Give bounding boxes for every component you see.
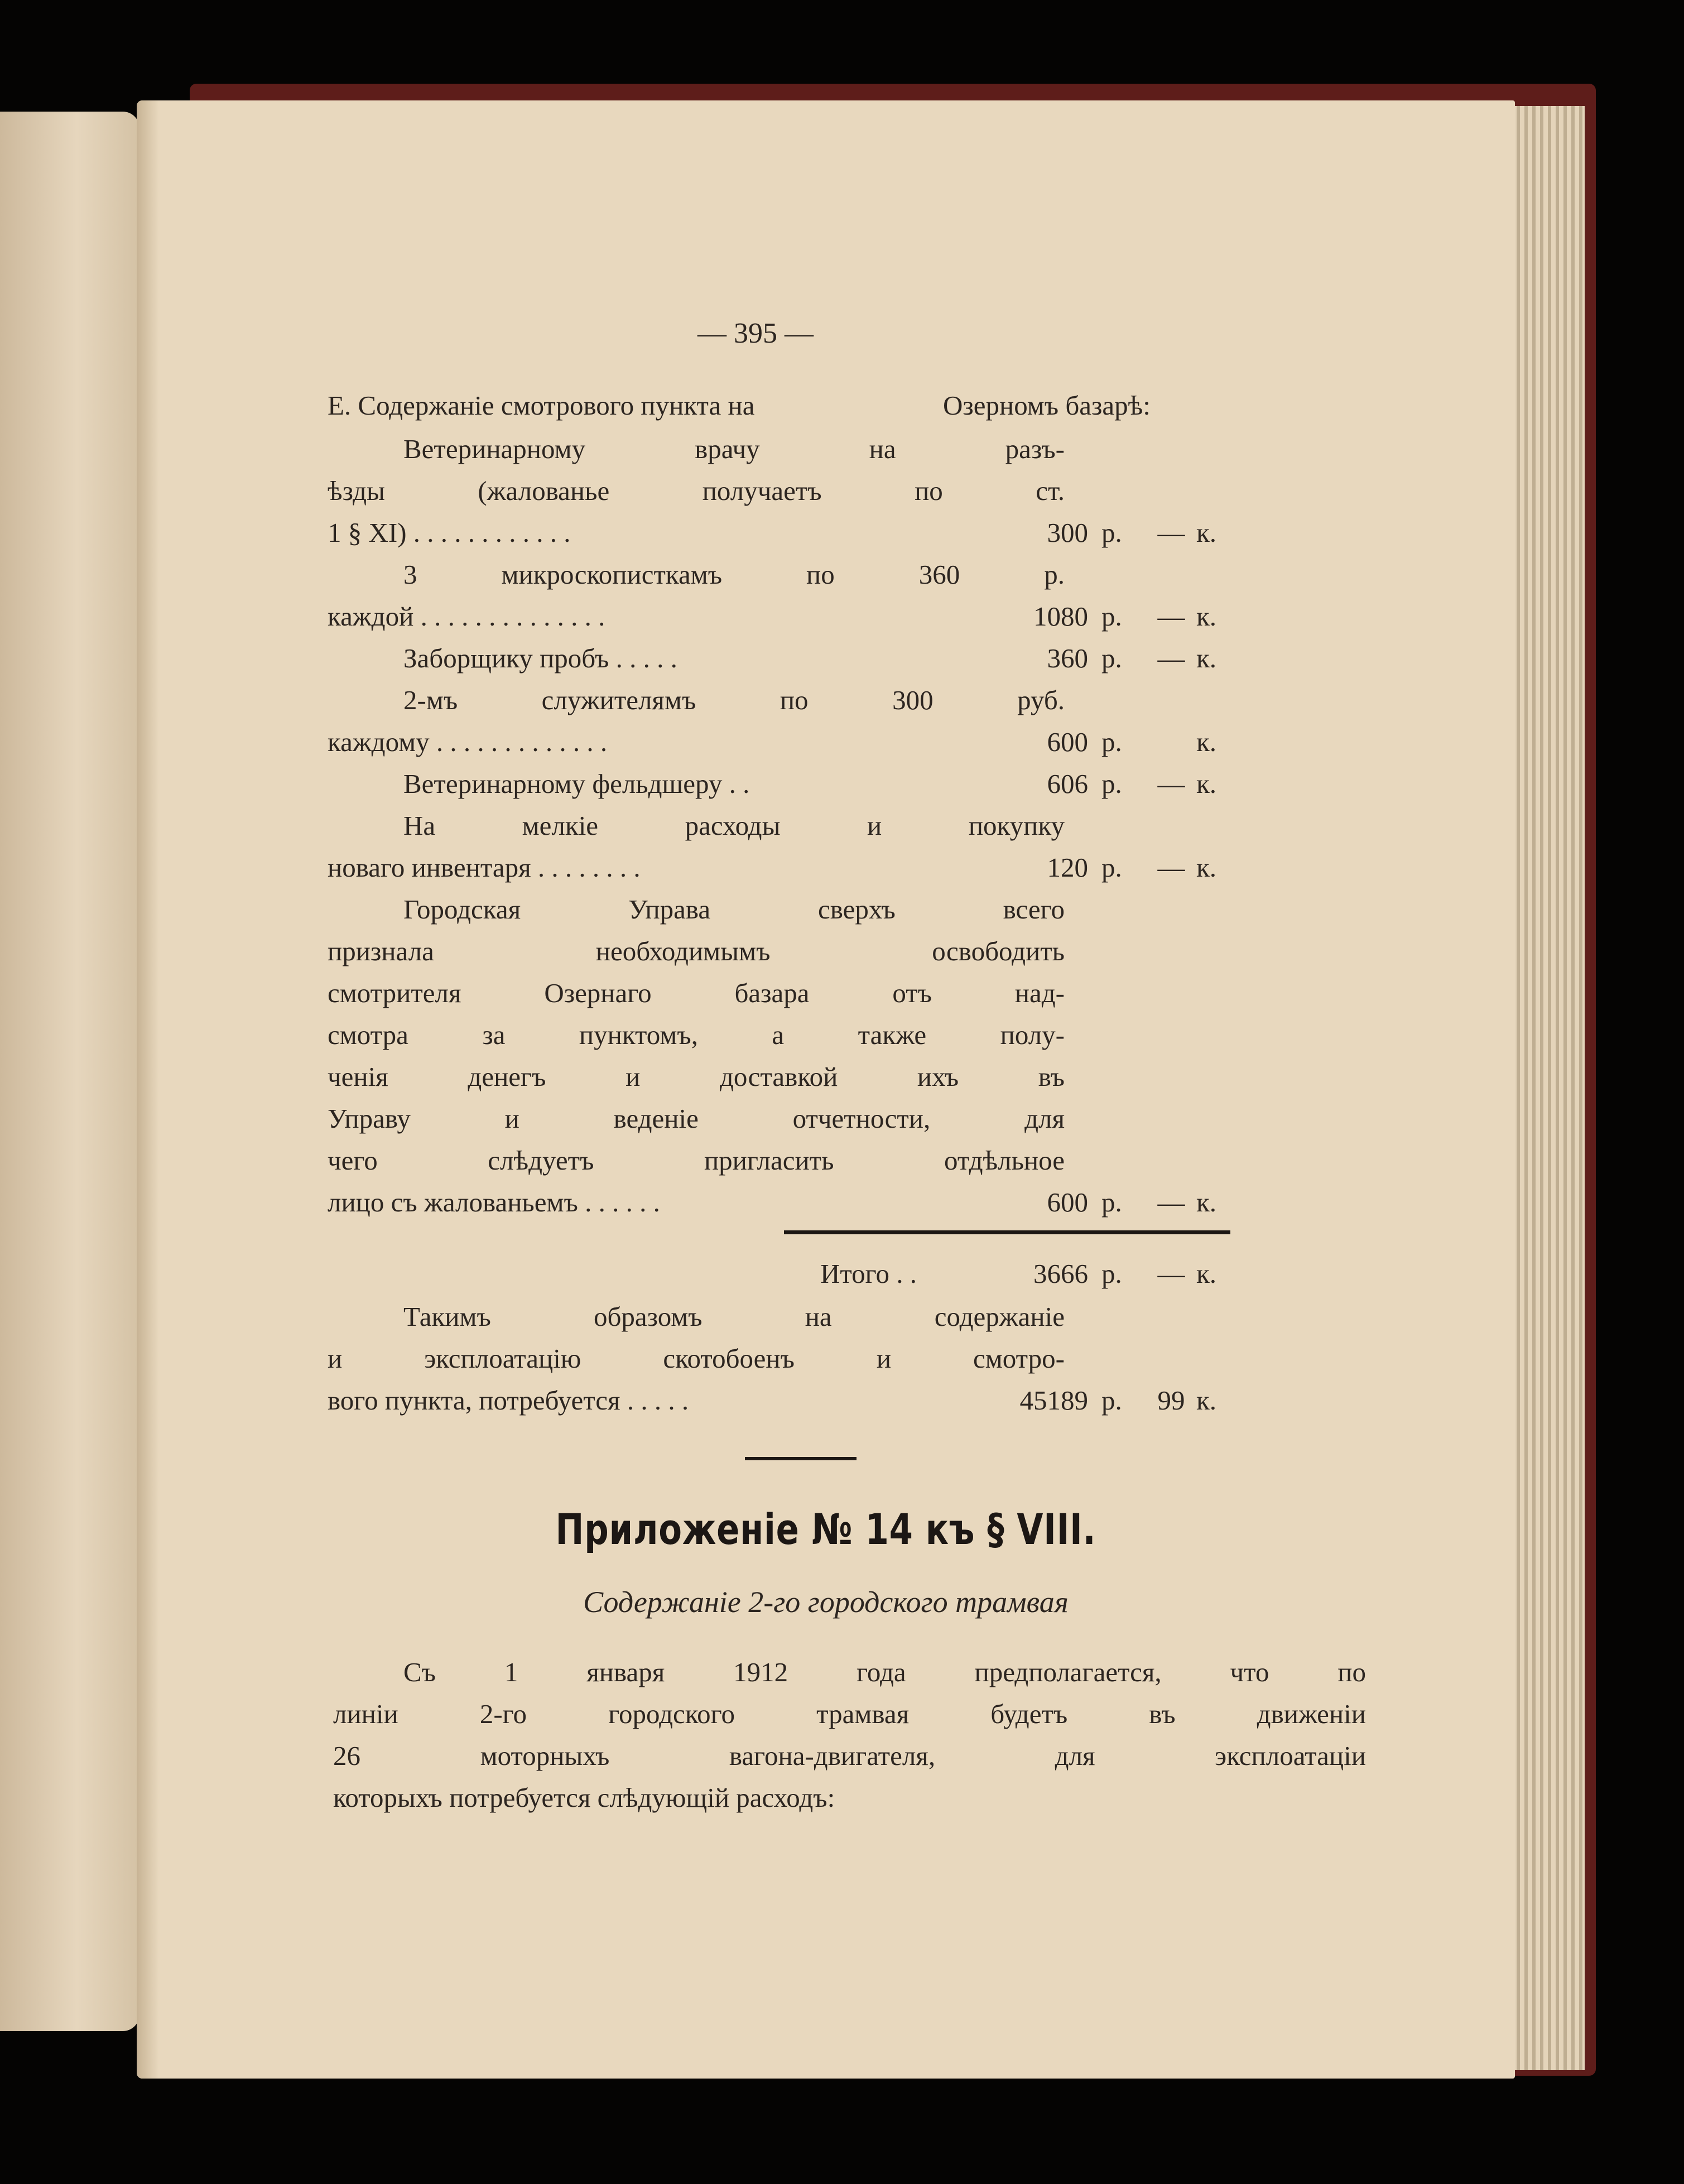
item-line: смотра за пунктомъ, а также полу-	[328, 1019, 1065, 1050]
amount-dash: —	[1157, 517, 1185, 548]
amount-rub: 600	[1047, 727, 1088, 757]
amount-rub: 1080	[1033, 601, 1088, 632]
amount-k-unit: к.	[1196, 601, 1217, 632]
item-line: Ветеринарному врачу на разъ-	[403, 434, 1065, 464]
amount-dash: —	[1157, 768, 1185, 799]
summary-k-unit: к.	[1196, 1385, 1217, 1416]
summary-r-unit: р.	[1101, 1385, 1122, 1416]
appendix-subheading: Содержаніе 2-го городского трамвая	[583, 1585, 1069, 1619]
section-divider	[745, 1457, 857, 1460]
amount-k-unit: к.	[1196, 1187, 1217, 1218]
appendix-heading: Приложеніе № 14 къ § VIII.	[555, 1504, 1096, 1554]
item-line: лицо съ жалованьемъ . . . . . .	[328, 1187, 660, 1218]
item-line: Заборщику пробъ . . . . .	[403, 643, 677, 674]
section-e-title-right: Озерномъ базарѣ:	[943, 390, 1151, 421]
amount	[993, 854, 1230, 881]
item-line: смотрителя Озернаго базара отъ над-	[328, 978, 1065, 1008]
amount-rub: 120	[1047, 852, 1088, 883]
amount-k-unit: к.	[1196, 643, 1217, 674]
summary-line: Такимъ образомъ на содержаніе	[403, 1301, 1065, 1332]
item-line: каждой . . . . . . . . . . . . . .	[328, 601, 605, 632]
item-line: 1 § XI) . . . . . . . . . . . .	[328, 517, 571, 548]
paragraph-line: которыхъ потребуется слѣдующій расходъ:	[333, 1782, 835, 1813]
summary-rub: 45189	[1019, 1385, 1088, 1416]
amount	[993, 728, 1230, 756]
left-page-edge	[0, 112, 139, 2031]
item-line: ѣзды (жалованье получаетъ по ст.	[328, 475, 1065, 506]
total-k-unit: к.	[1196, 1258, 1217, 1289]
summary-line: вого пункта, потребуется . . . . .	[328, 1385, 689, 1416]
item-line: новаго инвентаря . . . . . . . .	[328, 852, 641, 883]
item-line: ченія денегъ и доставкой ихъ въ	[328, 1061, 1065, 1092]
amount-r-unit: р.	[1101, 1187, 1122, 1218]
paragraph-line: 26 моторныхъ вагона-двигателя, для эксплоатаціи	[333, 1740, 1366, 1771]
summary-amount	[993, 1387, 1230, 1414]
item-line: Управу и веденіе отчетности, для	[328, 1103, 1065, 1134]
page-number: — 395 —	[697, 318, 814, 349]
amount-r-unit: р.	[1101, 852, 1122, 883]
amount-dash: —	[1157, 643, 1185, 674]
amount	[993, 1189, 1230, 1216]
summary-kop: 99	[1157, 1385, 1185, 1416]
amount-r-unit: р.	[1101, 601, 1122, 632]
item-line: каждому . . . . . . . . . . . . .	[328, 727, 608, 757]
amount-r-unit: р.	[1101, 643, 1122, 674]
amount	[993, 603, 1230, 630]
item-line: чего слѣдуетъ пригласить отдѣльное	[328, 1145, 1065, 1176]
amount	[993, 519, 1230, 546]
total-rule	[784, 1230, 1230, 1234]
amount-k-unit: к.	[1196, 768, 1217, 799]
total-r-unit: р.	[1101, 1258, 1122, 1289]
amount-k-unit: к.	[1196, 727, 1217, 757]
amount-dash: —	[1157, 601, 1185, 632]
amount-rub: 606	[1047, 768, 1088, 799]
amount-k-unit: к.	[1196, 852, 1217, 883]
item-line: признала необходимымъ освободить	[328, 936, 1065, 966]
summary-line: и эксплоатацію скотобоенъ и смотро-	[328, 1343, 1065, 1374]
amount-dash: —	[1157, 852, 1185, 883]
paragraph-line: линіи 2-го городского трамвая будетъ въ движеніи	[333, 1699, 1366, 1729]
total-label: Итого . .	[820, 1258, 917, 1289]
paragraph-line: Съ 1 января 1912 года предполагается, что по	[403, 1657, 1366, 1687]
item-line: 3 микроскописткамъ по 360 р.	[403, 559, 1065, 590]
amount-r-unit: р.	[1101, 517, 1122, 548]
item-line: 2-мъ служителямъ по 300 руб.	[403, 685, 1065, 715]
total-dash: —	[1157, 1258, 1185, 1289]
item-line: Городская Управа сверхъ всего	[403, 894, 1065, 925]
section-e-title-left: Е. Содержаніе смотрового пункта на	[328, 390, 755, 421]
amount-r-unit: р.	[1101, 768, 1122, 799]
amount-k-unit: к.	[1196, 517, 1217, 548]
total-rub: 3666	[1033, 1258, 1088, 1289]
amount-rub: 600	[1047, 1187, 1088, 1218]
item-line: Ветеринарному фельдшеру . .	[403, 768, 750, 799]
amount-r-unit: р.	[1101, 727, 1122, 757]
amount	[993, 770, 1230, 797]
book-page	[137, 100, 1515, 2079]
amount-rub: 360	[1047, 643, 1088, 674]
item-line: На мелкіе расходы и покупку	[403, 810, 1065, 841]
amount	[993, 644, 1230, 672]
amount-dash: —	[1157, 1187, 1185, 1218]
amount-rub: 300	[1047, 517, 1088, 548]
total-amount	[993, 1260, 1230, 1287]
